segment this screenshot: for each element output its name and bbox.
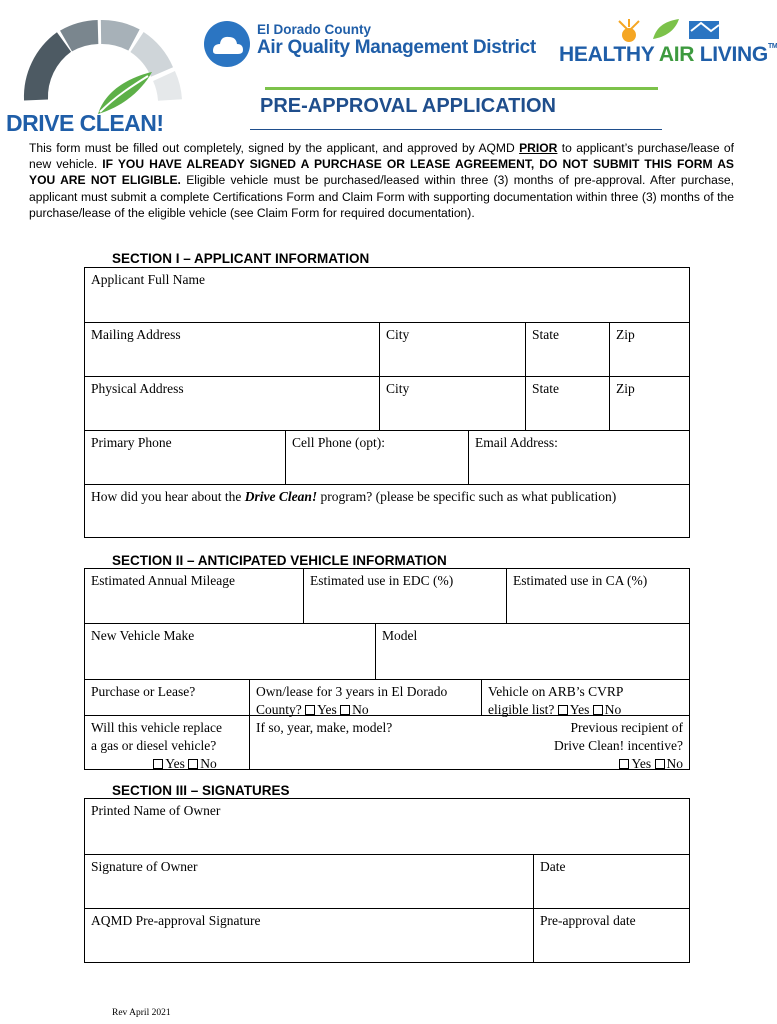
mailing-zip-label: Zip <box>616 327 635 342</box>
cvrp-yes-label: Yes <box>569 702 590 717</box>
physical-zip-label: Zip <box>616 381 635 396</box>
cell-phone-label: Cell Phone (opt): <box>292 435 385 450</box>
healthy-air-living-text <box>559 43 777 67</box>
previous-recipient-label-1: Previous recipient of <box>570 720 683 735</box>
replace-label-1: Will this vehicle replace <box>91 720 223 735</box>
vehicle-make-label: New Vehicle Make <box>91 628 195 643</box>
cvrp-label-2: eligible list? <box>488 702 555 717</box>
use-edc-label: Estimated use in EDC (%) <box>310 573 454 588</box>
revision-footer: Rev April 2021 <box>112 1008 171 1018</box>
previous-recipient-label-2: Drive Clean! incentive? <box>554 738 683 753</box>
previous-yes-label: Yes <box>631 756 652 771</box>
mailing-city-label: City <box>386 327 410 342</box>
physical-city-field[interactable] <box>379 376 525 430</box>
purchase-lease-label: Purchase or Lease? <box>91 684 196 699</box>
intro-prior: PRIOR <box>519 141 558 155</box>
applicant-full-name-label: Applicant Full Name <box>91 272 205 287</box>
annual-mileage-label: Estimated Annual Mileage <box>91 573 235 588</box>
signatures-form <box>84 798 690 963</box>
previous-no-checkbox[interactable] <box>655 759 665 769</box>
hal-trademark: TM <box>767 43 777 50</box>
replace-yes-checkbox[interactable] <box>153 759 163 769</box>
aqmd-name: Air Quality Management District <box>257 37 536 58</box>
email-field[interactable] <box>468 430 689 484</box>
replace-yes-label: Yes <box>165 756 185 771</box>
own-3-years-label-2: County? <box>256 702 302 717</box>
cell-phone-field[interactable] <box>285 430 468 484</box>
mailing-state-field[interactable] <box>525 322 609 376</box>
preapproval-date-label: Pre-approval date <box>540 913 636 928</box>
own-3-years-label-1: Own/lease for 3 years in El Dorado <box>256 684 448 699</box>
referral-text-2: program? (please be specific such as what publication) <box>317 489 617 504</box>
use-ca-label: Estimated use in CA (%) <box>513 573 648 588</box>
healthy-air-living-logo <box>555 17 777 69</box>
vehicle-info-form <box>84 568 690 770</box>
printed-name-label: Printed Name of Owner <box>91 803 221 818</box>
cvrp-field <box>481 679 689 715</box>
replace-no-label: No <box>200 756 217 771</box>
intro-text-3: Eligible vehicle must be purchased/leased within three (3) months of pre-approval. After purchase, applicant must submit a complete Certifications Form and Claim Form with supporting documentation within three (3) months of the purchase/lease of the eligible vehicle (see Claim Form for required documentation). <box>29 173 734 220</box>
email-label: Email Address: <box>475 435 558 450</box>
physical-address-label: Physical Address <box>91 381 184 396</box>
replace-no-checkbox[interactable] <box>188 759 198 769</box>
vehicle-model-field[interactable] <box>375 623 689 679</box>
applicant-full-name-field[interactable] <box>85 268 689 322</box>
physical-address-field[interactable] <box>85 376 379 430</box>
sun-leaf-water-icons <box>613 17 725 41</box>
own-3-years-field <box>249 679 481 715</box>
replaced-vehicle-details-label: If so, year, make, model? <box>256 720 393 735</box>
physical-zip-field[interactable] <box>609 376 689 430</box>
owner-signature-field[interactable] <box>85 854 533 908</box>
hal-living: LIVING <box>699 43 768 66</box>
use-ca-field[interactable] <box>506 569 689 623</box>
physical-city-label: City <box>386 381 410 396</box>
cvrp-no-label: No <box>604 702 622 717</box>
previous-recipient-field <box>539 715 689 769</box>
replaced-vehicle-details-field[interactable] <box>249 715 539 769</box>
hal-healthy: HEALTHY <box>559 43 655 66</box>
cloud-icon <box>203 20 251 68</box>
use-edc-field[interactable] <box>303 569 506 623</box>
intro-text-2: to applicant’s purchase/lease of new vehicle. <box>29 141 734 172</box>
mailing-address-label: Mailing Address <box>91 327 181 342</box>
referral-source-field[interactable] <box>85 484 689 537</box>
aqmd-county: El Dorado County <box>257 22 371 37</box>
previous-no-label: No <box>666 756 683 771</box>
signature-date-label: Date <box>540 859 566 874</box>
intro-paragraph <box>29 140 734 221</box>
owner-signature-label: Signature of Owner <box>91 859 198 874</box>
section-3-title: SECTION III – SIGNATURES <box>112 783 290 798</box>
annual-mileage-field[interactable] <box>85 569 303 623</box>
mailing-address-field[interactable] <box>85 322 379 376</box>
vehicle-model-label: Model <box>382 628 418 643</box>
cvrp-label-1: Vehicle on ARB’s CVRP <box>488 684 624 699</box>
primary-phone-label: Primary Phone <box>91 435 172 450</box>
aqmd-logo <box>203 20 536 68</box>
replace-vehicle-field <box>85 715 249 769</box>
cvrp-yes-checkbox[interactable] <box>558 705 568 715</box>
intro-warning: IF YOU HAVE ALREADY SIGNED A PURCHASE OR LEASE AGREEMENT, DO NOT SUBMIT THIS FORM AS YOU ARE NOT ELIGIBLE. <box>29 157 734 188</box>
drive-clean-logo <box>6 10 206 135</box>
intro-text-1: This form must be filled out completely, signed by the applicant, and approved by AQMD <box>29 141 520 155</box>
printed-name-field[interactable] <box>85 799 689 854</box>
aqmd-signature-field[interactable] <box>85 908 533 962</box>
referral-source-label <box>91 489 616 504</box>
preapproval-date-field[interactable] <box>533 908 689 962</box>
title-underline <box>250 129 662 130</box>
previous-yes-checkbox[interactable] <box>619 759 629 769</box>
cvrp-no-checkbox[interactable] <box>593 705 603 715</box>
purchase-lease-field[interactable] <box>85 679 249 715</box>
mailing-state-label: State <box>532 327 559 342</box>
referral-text-1: How did you hear about the <box>91 489 245 504</box>
aqmd-signature-label: AQMD Pre-approval Signature <box>91 913 261 928</box>
hal-air: AIR <box>658 43 695 66</box>
referral-program-name: Drive Clean! <box>244 489 318 504</box>
physical-state-label: State <box>532 381 559 396</box>
section-1-title: SECTION I – APPLICANT INFORMATION <box>112 251 370 266</box>
mailing-city-field[interactable] <box>379 322 525 376</box>
own-no-label: No <box>352 702 369 717</box>
own-yes-label: Yes <box>317 702 337 717</box>
page-title: PRE-APPROVAL APPLICATION <box>260 95 556 117</box>
signature-date-field[interactable] <box>533 854 689 908</box>
primary-phone-field[interactable] <box>85 430 285 484</box>
physical-state-field[interactable] <box>525 376 609 430</box>
own-no-checkbox[interactable] <box>340 705 350 715</box>
applicant-info-form <box>84 267 690 538</box>
replace-label-2: a gas or diesel vehicle? <box>91 738 217 753</box>
own-yes-checkbox[interactable] <box>305 705 315 715</box>
mailing-zip-field[interactable] <box>609 322 689 376</box>
green-divider <box>265 87 658 90</box>
vehicle-make-field[interactable] <box>85 623 375 679</box>
drive-clean-logo-text: DRIVE CLEAN! <box>6 110 164 136</box>
section-2-title: SECTION II – ANTICIPATED VEHICLE INFORMATION <box>112 553 447 568</box>
